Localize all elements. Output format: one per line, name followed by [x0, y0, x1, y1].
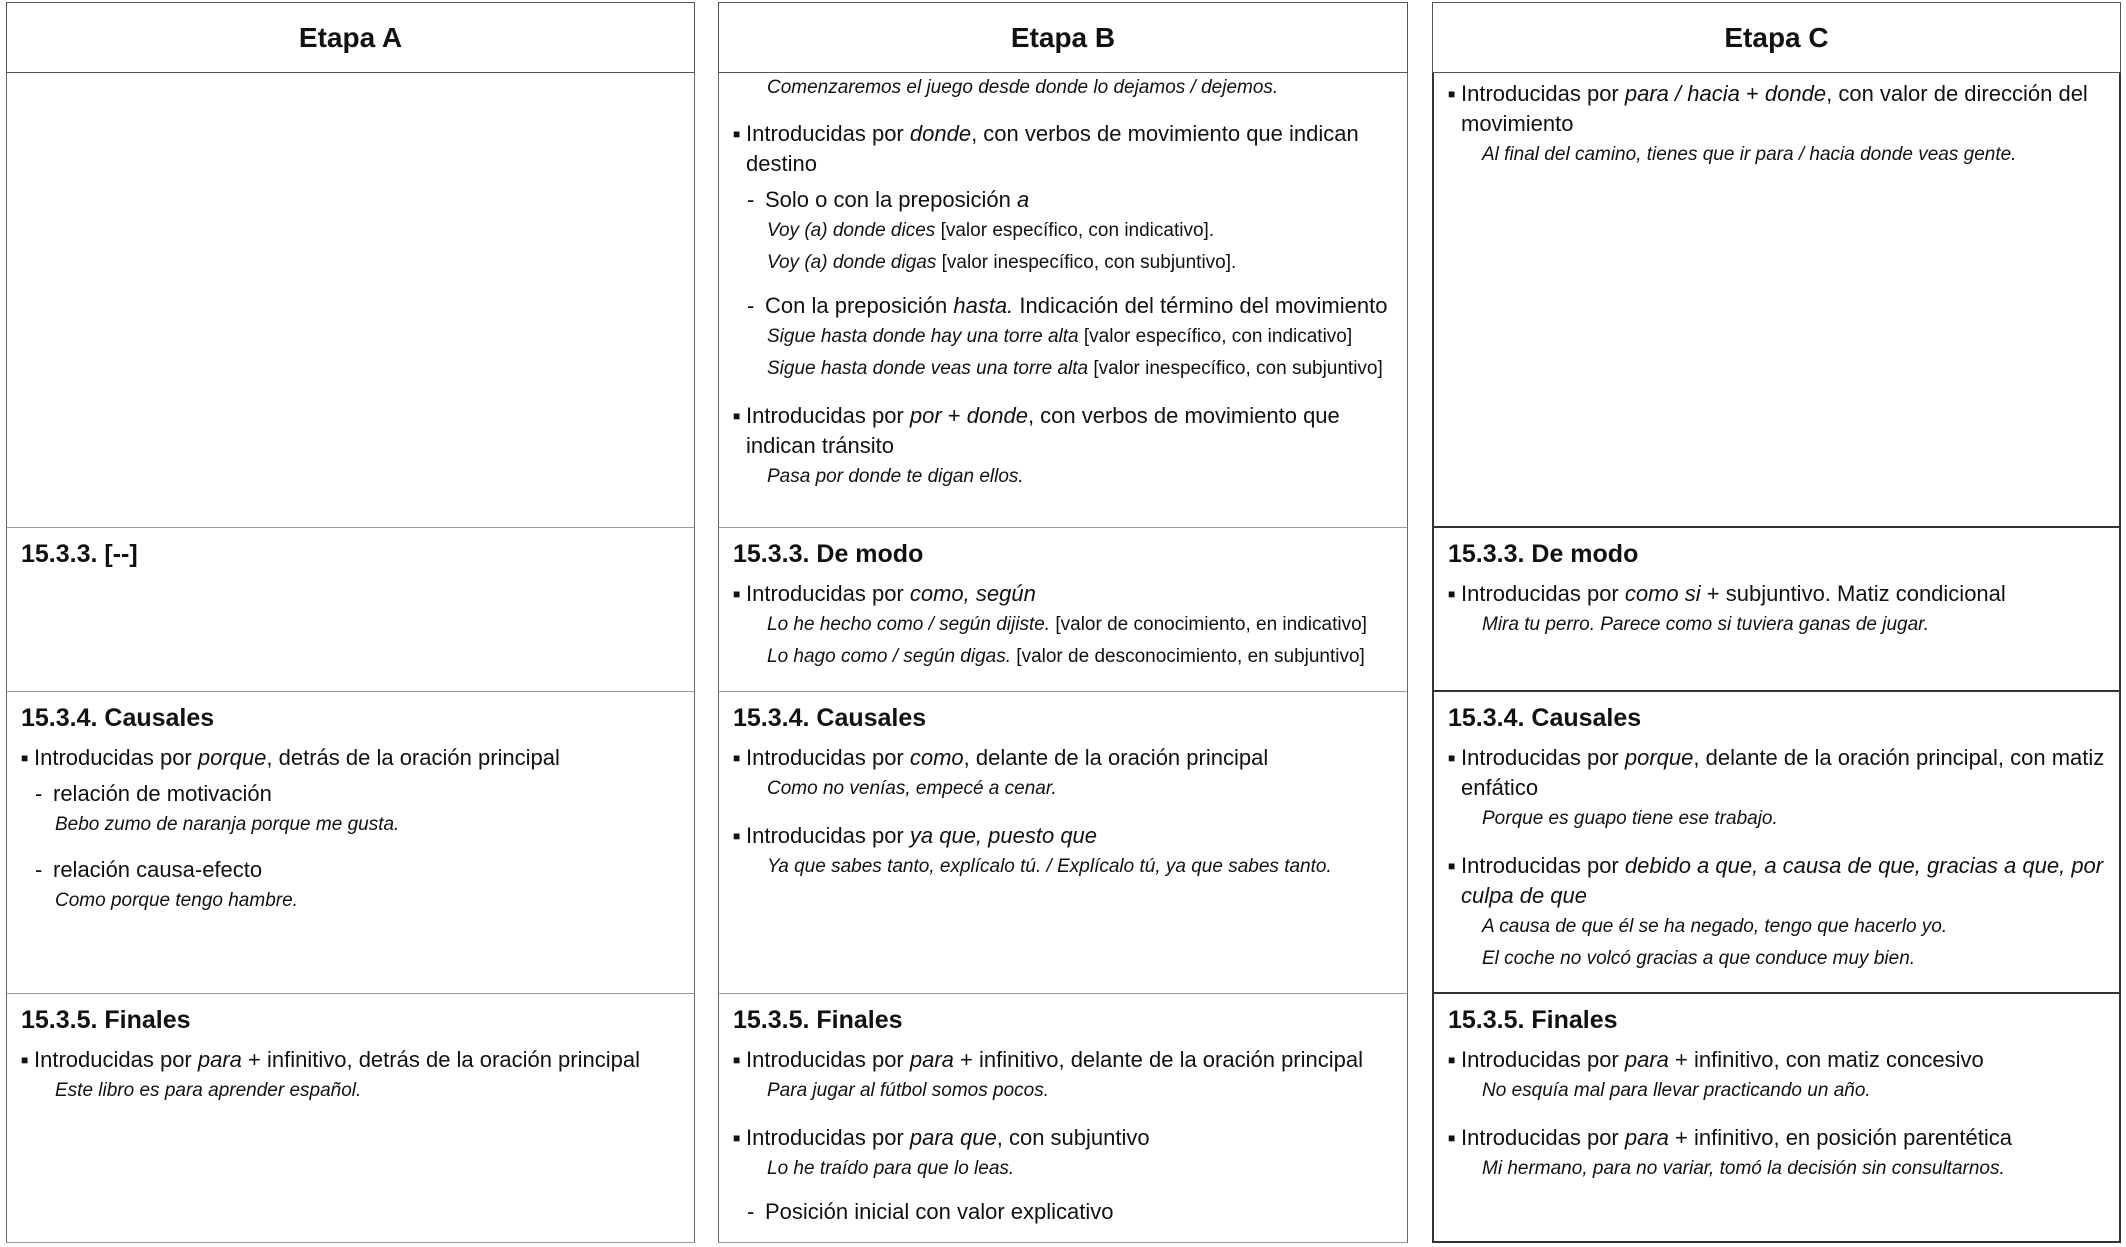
bullet-item: ■ Introducidas por por + donde, con verbos de movimiento que indican tránsito	[733, 401, 1393, 461]
column-etapa-b	[718, 2, 1408, 1241]
square-bullet-icon: ■	[21, 1053, 29, 1067]
square-bullet-icon: ■	[1448, 751, 1456, 765]
section-title: 15.3.3. De modo	[1448, 540, 1639, 568]
cell-c-lugar	[1432, 73, 2121, 528]
dash-item: - Solo o con la preposición a	[747, 187, 1030, 212]
example-text: Como no venías, empecé a cenar.	[767, 778, 1057, 799]
example-text: Lo hago como / según digas. [valor de desconocimiento, en subjuntivo]	[767, 646, 1365, 667]
section-title: 15.3.5. Finales	[1448, 1006, 1618, 1034]
bullet-item: ■ Introducidas por como si + subjuntivo. Matiz condicional	[1448, 579, 2105, 609]
cell-c-causales	[1432, 692, 2121, 994]
square-bullet-icon: ■	[1448, 587, 1456, 601]
example-text: Lo he traído para que lo leas.	[767, 1158, 1015, 1179]
example-text: Este libro es para aprender español.	[55, 1080, 362, 1101]
bullet-item: ■ Introducidas por para + infinitivo, delante de la oración principal	[733, 1045, 1393, 1075]
square-bullet-icon: ■	[21, 751, 29, 765]
bullet-item: ■ Introducidas por para / hacia + donde, con valor de dirección del movimiento	[1448, 79, 2105, 139]
column-header: Etapa A	[6, 2, 695, 73]
example-text: El coche no volcó gracias a que conduce muy bien.	[1482, 948, 1916, 969]
column-header: Etapa C	[1432, 2, 2121, 73]
square-bullet-icon: ■	[733, 587, 741, 601]
bullet-item: ■ Introducidas por donde, con verbos de movimiento que indican destino	[733, 119, 1393, 179]
bullet-item: ■ Introducidas por debido a que, a causa de que, gracias a que, por culpa de que	[1448, 851, 2105, 911]
cell-a-lugar	[6, 73, 695, 528]
example-text: Comenzaremos el juego desde donde lo dejamos / dejemos.	[767, 77, 1279, 98]
section-title: 15.3.5. Finales	[733, 1006, 903, 1034]
example-text: Voy (a) donde digas [valor inespecífico, con subjuntivo].	[767, 252, 1237, 273]
dash-item: - Posición inicial con valor explicativo	[747, 1199, 1114, 1224]
example-text: Mi hermano, para no variar, tomó la decisión sin consultarnos.	[1482, 1158, 2005, 1179]
bullet-item: ■ Introducidas por para + infinitivo, en posición parentética	[1448, 1123, 2105, 1153]
example-text: Para jugar al fútbol somos pocos.	[767, 1080, 1049, 1101]
cell-b-lugar	[718, 73, 1408, 528]
square-bullet-icon: ■	[1448, 87, 1456, 101]
example-text: Bebo zumo de naranja porque me gusta.	[55, 814, 400, 835]
example-text: Sigue hasta donde veas una torre alta [valor inespecífico, con subjuntivo]	[767, 358, 1383, 379]
cell-a-modo	[6, 528, 695, 692]
section-title: 15.3.5. Finales	[21, 1006, 191, 1034]
bullet-item: ■ Introducidas por ya que, puesto que	[733, 821, 1393, 851]
dash-item: - relación de motivación	[35, 781, 272, 806]
example-text: Pasa por donde te digan ellos.	[767, 466, 1024, 487]
square-bullet-icon: ■	[1448, 859, 1456, 873]
section-title: 15.3.4. Causales	[1448, 704, 1642, 732]
cell-b-causales	[718, 692, 1408, 994]
square-bullet-icon: ■	[1448, 1131, 1456, 1145]
bullet-item: ■ Introducidas por porque, detrás de la oración principal	[21, 743, 680, 773]
cell-a-causales	[6, 692, 695, 994]
bullet-item: ■ Introducidas por para + infinitivo, con matiz concesivo	[1448, 1045, 2105, 1075]
cell-c-modo	[1432, 528, 2121, 692]
square-bullet-icon: ■	[733, 751, 741, 765]
bullet-item: ■ Introducidas por como, delante de la oración principal	[733, 743, 1393, 773]
example-text: Mira tu perro. Parece como si tuviera ganas de jugar.	[1482, 614, 1930, 635]
cell-a-finales	[6, 994, 695, 1243]
example-text: Sigue hasta donde hay una torre alta [valor específico, con indicativo]	[767, 326, 1353, 347]
square-bullet-icon: ■	[733, 409, 741, 423]
example-text: Voy (a) donde dices [valor específico, con indicativo].	[767, 220, 1215, 241]
cell-b-finales	[718, 994, 1408, 1243]
square-bullet-icon: ■	[733, 829, 741, 843]
column-header: Etapa B	[718, 2, 1408, 73]
section-title: 15.3.3. [--]	[21, 540, 138, 568]
section-title: 15.3.3. De modo	[733, 540, 924, 568]
dash-item: - relación causa-efecto	[35, 857, 263, 882]
section-title: 15.3.4. Causales	[733, 704, 927, 732]
example-text: No esquía mal para llevar practicando un año.	[1482, 1080, 1871, 1101]
column-etapa-a	[6, 2, 695, 1241]
square-bullet-icon: ■	[733, 1053, 741, 1067]
dash-item: - Con la preposición hasta. Indicación del término del movimiento	[747, 293, 1388, 318]
example-text: Lo he hecho como / según dijiste. [valor de conocimiento, en indicativo]	[767, 614, 1367, 635]
example-text: Porque es guapo tiene ese trabajo.	[1482, 808, 1778, 829]
bullet-item: ■ Introducidas por porque, delante de la oración principal, con matiz enfático	[1448, 743, 2105, 803]
bullet-item: ■ Introducidas por para que, con subjuntivo	[733, 1123, 1393, 1153]
column-etapa-c	[1432, 2, 2121, 1241]
cell-b-modo	[718, 528, 1408, 692]
square-bullet-icon: ■	[733, 127, 741, 141]
section-title: 15.3.4. Causales	[21, 704, 215, 732]
example-text: A causa de que él se ha negado, tengo que hacerlo yo.	[1482, 916, 1948, 937]
square-bullet-icon: ■	[1448, 1053, 1456, 1067]
cell-c-finales	[1432, 994, 2121, 1243]
bullet-item: ■ Introducidas por como, según	[733, 579, 1393, 609]
example-text: Ya que sabes tanto, explícalo tú. / Explícalo tú, ya que sabes tanto.	[767, 856, 1332, 877]
example-text: Al final del camino, tienes que ir para / hacia donde veas gente.	[1482, 144, 2017, 165]
example-text: Como porque tengo hambre.	[55, 890, 298, 911]
square-bullet-icon: ■	[733, 1131, 741, 1145]
bullet-item: ■ Introducidas por para + infinitivo, detrás de la oración principal	[21, 1045, 680, 1075]
